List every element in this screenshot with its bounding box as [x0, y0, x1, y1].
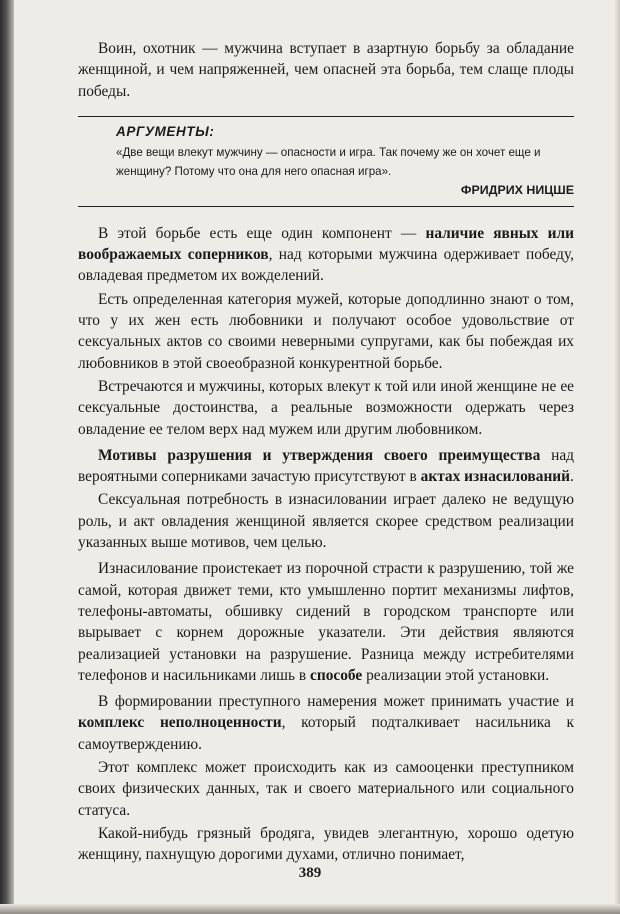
paragraph-vagrant: Какой-нибудь грязный бродяга, увидев элегантную, хорошо одетую женщину, пахнущую дорогими духами, отлично понимает,	[78, 824, 574, 864]
emphasis-text: способе	[310, 666, 363, 684]
emphasis-text: наличие явных или воображаемых соперников	[78, 224, 574, 264]
paragraph-men: Встречаются и мужчины, которых влекут к той или иной женщине не ее сексуальные достоинства, а реальные возможности одержать через овладение ее телом верх над мужем или другим любовником.	[78, 377, 574, 438]
emphasis-text: Мотивы разрушения и утверждения своего преимущества	[98, 446, 541, 464]
paragraph-need: Сексуальная потребность в изнасиловании играет далеко не ведущую роль, и акт овладения женщиной является скорее средством реализации указанных выше мотивов, чем целью.	[78, 491, 574, 552]
paragraph-rivals	[78, 223, 574, 287]
emphasis-text: комплекс неполноценности	[78, 714, 282, 732]
scan-shadow-left	[0, 0, 14, 914]
page-body	[78, 38, 574, 866]
paragraph-husbands: Есть определенная категория мужей, которые доподлинно знают о том, что у их жен есть любовники и получают особое удовольствие от сексуальных актов со своими неверными супругами, как бы побеждая их любовников в этой своеобразной конкурентной борьбе.	[78, 290, 574, 372]
arguments-title: АРГУМЕНТЫ:	[116, 123, 215, 139]
arguments-author: ФРИДРИХ НИЦШЕ	[460, 182, 574, 197]
paragraph-text: В формировании преступного намерения может принимать участие и	[98, 693, 574, 711]
paragraph-self-esteem: Этот комплекс может происходить как из самооценки преступником своих физических данных, так и своего материального или социального статуса.	[78, 759, 574, 819]
arguments-quote: «Две вещи влекут мужчину — опасности и игра. Так почему же он хочет еще и женщину? Потому что она для него опасная игра».	[116, 145, 541, 178]
paragraph-text: реализации этой установки.	[362, 666, 550, 684]
paragraph-text: В этой борьбе есть еще один компонент —	[98, 224, 426, 242]
paragraph-motives	[78, 445, 574, 488]
scan-shadow-bottom	[0, 904, 620, 914]
page-number: 389	[298, 865, 322, 881]
emphasis-text: актах изнасилований	[420, 468, 571, 486]
paragraph-text: над вероятными соперниками зачастую присутствуют в	[78, 446, 574, 486]
intro-paragraph: Воин, охотник — мужчина вступает в азартную борьбу за обладание женщиной, и чем напряженней, чем опасней эта борьба, тем слаще плоды победы.	[78, 40, 574, 100]
arguments-box	[78, 116, 574, 207]
paragraph-text: .	[570, 468, 574, 486]
scan-shadow-right	[614, 0, 620, 914]
paragraph-text: , над которыми мужчина одерживает победу, овладевая предметом их вожделений.	[78, 246, 574, 285]
paragraph-text: , который подталкивает насильника к самоутверждению.	[78, 714, 574, 753]
paragraph-complex	[78, 691, 574, 755]
paragraph-text: Изнасилование проистекает из порочной страсти к разрушению, той же самой, которая движет теми, кто умышленно портит механизмы лифтов, телефоны-автоматы, обшивку сидений в городском транспорте или вырывает с корнем дорожные указатели. Эти действия являются реализацией установки на разрушение. Разница между истребителями телефонов и насильниками лишь в	[78, 560, 574, 684]
paragraph-destruction	[78, 558, 574, 686]
